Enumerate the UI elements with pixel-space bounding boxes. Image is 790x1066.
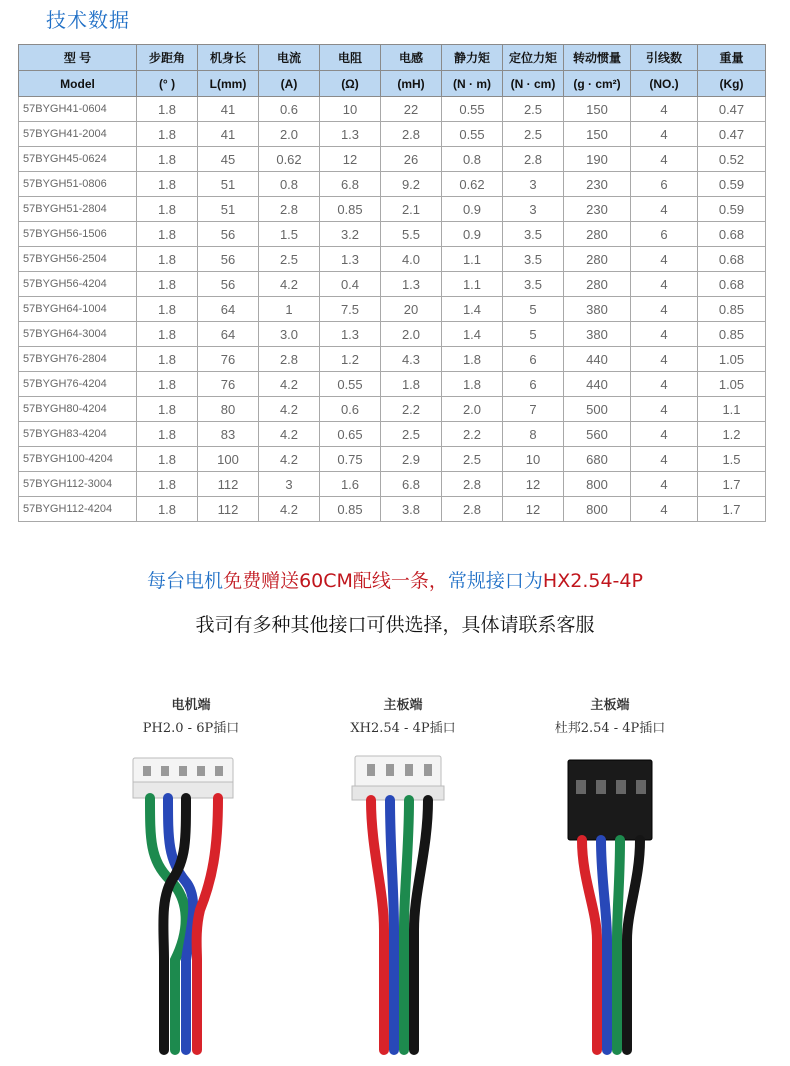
table-cell: 0.85 (320, 497, 381, 522)
table-cell: 3 (259, 472, 320, 497)
table-cell: 800 (564, 472, 631, 497)
table-cell: 5.5 (381, 222, 442, 247)
column-header-cn: 电感 (381, 45, 442, 71)
table-cell: 280 (564, 222, 631, 247)
table-cell: 500 (564, 397, 631, 422)
table-cell: 0.6 (259, 97, 320, 122)
column-header-en: (Ω) (320, 71, 381, 97)
table-cell: 2.9 (381, 447, 442, 472)
column-header-en: (Kg) (698, 71, 766, 97)
table-cell: 0.55 (442, 122, 503, 147)
model-cell: 57BYGH76-2804 (19, 347, 137, 372)
table-cell: 800 (564, 497, 631, 522)
column-header-cn: 型 号 (19, 45, 137, 71)
model-cell: 57BYGH83-4204 (19, 422, 137, 447)
table-cell: 1.3 (320, 322, 381, 347)
table-cell: 4 (631, 122, 698, 147)
table-cell: 4 (631, 397, 698, 422)
connector-spec: 杜邦2.54 - 4P插口 (554, 721, 666, 736)
table-cell: 41 (198, 122, 259, 147)
table-cell: 4 (631, 147, 698, 172)
xh-connector-icon (352, 756, 444, 800)
dupont-connector-icon (568, 760, 652, 840)
column-header-cn: 静力矩 (442, 45, 503, 71)
table-cell: 8 (503, 422, 564, 447)
table-cell: 56 (198, 247, 259, 272)
table-cell: 64 (198, 322, 259, 347)
table-cell: 380 (564, 322, 631, 347)
table-cell: 1.1 (442, 247, 503, 272)
table-cell: 10 (503, 447, 564, 472)
table-cell: 0.59 (698, 172, 766, 197)
column-header-en: (g · cm²) (564, 71, 631, 97)
column-header-cn: 定位力矩 (503, 45, 564, 71)
table-cell: 4 (631, 247, 698, 272)
table-cell: 440 (564, 372, 631, 397)
table-cell: 4 (631, 422, 698, 447)
promo-part2: 免费赠送60CM配线一条， (223, 570, 448, 592)
table-cell: 1.05 (698, 372, 766, 397)
table-cell: 1.8 (137, 447, 198, 472)
section-title: 技术数据 (46, 8, 130, 32)
column-header-en: (N · m) (442, 71, 503, 97)
table-cell: 4 (631, 372, 698, 397)
table-cell: 4.2 (259, 372, 320, 397)
table-cell: 1.8 (137, 322, 198, 347)
model-cell: 57BYGH112-4204 (19, 497, 137, 522)
column-header-cn: 重量 (698, 45, 766, 71)
table-cell: 2.5 (503, 122, 564, 147)
table-cell: 41 (198, 97, 259, 122)
xh-wires-icon (371, 800, 428, 1050)
model-cell: 57BYGH56-1506 (19, 222, 137, 247)
column-header-en: Model (19, 71, 137, 97)
table-cell: 2.8 (442, 472, 503, 497)
table-cell: 4.2 (259, 397, 320, 422)
table-cell: 2.8 (259, 347, 320, 372)
table-cell: 2.2 (442, 422, 503, 447)
table-cell: 0.62 (442, 172, 503, 197)
table-cell: 76 (198, 372, 259, 397)
table-cell: 0.6 (320, 397, 381, 422)
table-cell: 22 (381, 97, 442, 122)
table-cell: 1.8 (137, 497, 198, 522)
table-cell: 64 (198, 297, 259, 322)
table-cell: 0.8 (442, 147, 503, 172)
table-cell: 0.85 (320, 197, 381, 222)
table-cell: 12 (503, 472, 564, 497)
table-cell: 2.5 (503, 97, 564, 122)
table-cell: 440 (564, 347, 631, 372)
table-cell: 230 (564, 197, 631, 222)
table-cell: 1.3 (320, 247, 381, 272)
table-cell: 1.8 (137, 222, 198, 247)
connector-name: 主板端 (590, 698, 630, 713)
table-cell: 1.8 (137, 272, 198, 297)
connector-name: 主板端 (383, 698, 423, 713)
table-cell: 12 (503, 497, 564, 522)
table-cell: 1.8 (381, 372, 442, 397)
table-cell: 4 (631, 297, 698, 322)
table-cell: 0.65 (320, 422, 381, 447)
column-header-cn: 转动惯量 (564, 45, 631, 71)
table-cell: 1.3 (320, 122, 381, 147)
table-cell: 1.4 (442, 297, 503, 322)
promo-part1: 每台电机 (147, 570, 224, 592)
table-cell: 1.8 (137, 122, 198, 147)
table-cell: 0.62 (259, 147, 320, 172)
column-header-cn: 机身长 (198, 45, 259, 71)
table-cell: 4.2 (259, 497, 320, 522)
column-header-en: (° ) (137, 71, 198, 97)
table-cell: 3.5 (503, 272, 564, 297)
column-header-en: (A) (259, 71, 320, 97)
table-cell: 2.8 (259, 197, 320, 222)
table-cell: 0.47 (698, 97, 766, 122)
table-cell: 80 (198, 397, 259, 422)
table-cell: 2.0 (381, 322, 442, 347)
column-header-en: L(mm) (198, 71, 259, 97)
table-cell: 1.5 (698, 447, 766, 472)
table-cell: 1.8 (137, 472, 198, 497)
table-cell: 2.0 (259, 122, 320, 147)
table-cell: 3.8 (381, 497, 442, 522)
table-cell: 6 (503, 347, 564, 372)
table-cell: 1.4 (442, 322, 503, 347)
table-cell: 150 (564, 97, 631, 122)
table-cell: 45 (198, 147, 259, 172)
table-cell: 1.05 (698, 347, 766, 372)
table-cell: 6 (631, 172, 698, 197)
table-cell: 51 (198, 197, 259, 222)
table-cell: 1.2 (320, 347, 381, 372)
table-cell: 4.2 (259, 422, 320, 447)
model-cell: 57BYGH56-4204 (19, 272, 137, 297)
table-cell: 0.59 (698, 197, 766, 222)
table-cell: 7 (503, 397, 564, 422)
table-cell: 2.5 (259, 247, 320, 272)
table-cell: 4.3 (381, 347, 442, 372)
table-cell: 1.8 (137, 197, 198, 222)
table-cell: 6 (503, 372, 564, 397)
table-cell: 3.2 (320, 222, 381, 247)
table-cell: 0.9 (442, 197, 503, 222)
table-cell: 0.55 (320, 372, 381, 397)
table-cell: 5 (503, 322, 564, 347)
table-cell: 51 (198, 172, 259, 197)
ph-connector-icon (133, 758, 233, 798)
table-cell: 20 (381, 297, 442, 322)
model-cell: 57BYGH64-3004 (19, 322, 137, 347)
ph-wires-icon (150, 798, 218, 1050)
table-cell: 4 (631, 447, 698, 472)
model-cell: 57BYGH51-0806 (19, 172, 137, 197)
model-cell: 57BYGH41-0604 (19, 97, 137, 122)
table-cell: 1.8 (137, 147, 198, 172)
table-cell: 6 (631, 222, 698, 247)
table-cell: 380 (564, 297, 631, 322)
table-cell: 680 (564, 447, 631, 472)
table-cell: 0.68 (698, 247, 766, 272)
table-cell: 2.8 (442, 497, 503, 522)
model-cell: 57BYGH112-3004 (19, 472, 137, 497)
connector-spec: XH2.54 - 4P插口 (350, 721, 456, 736)
table-cell: 112 (198, 497, 259, 522)
table-cell: 2.2 (381, 397, 442, 422)
table-cell: 1.5 (259, 222, 320, 247)
table-cell: 4 (631, 347, 698, 372)
table-cell: 4 (631, 97, 698, 122)
table-cell: 1.8 (137, 172, 198, 197)
table-cell: 150 (564, 122, 631, 147)
table-cell: 2.5 (381, 422, 442, 447)
model-cell: 57BYGH45-0624 (19, 147, 137, 172)
table-cell: 2.5 (442, 447, 503, 472)
column-header-en: (mH) (381, 71, 442, 97)
table-cell: 9.2 (381, 172, 442, 197)
table-cell: 4 (631, 322, 698, 347)
table-cell: 0.8 (259, 172, 320, 197)
table-cell: 0.52 (698, 147, 766, 172)
table-cell: 100 (198, 447, 259, 472)
table-cell: 2.8 (381, 122, 442, 147)
model-cell: 57BYGH100-4204 (19, 447, 137, 472)
table-cell: 3 (503, 172, 564, 197)
table-cell: 4 (631, 497, 698, 522)
table-cell: 0.75 (320, 447, 381, 472)
column-header-en: (NO.) (631, 71, 698, 97)
table-cell: 10 (320, 97, 381, 122)
dupont-wires-icon (582, 840, 640, 1050)
table-cell: 1.8 (137, 422, 198, 447)
model-cell: 57BYGH51-2804 (19, 197, 137, 222)
model-cell: 57BYGH64-1004 (19, 297, 137, 322)
table-cell: 1.3 (381, 272, 442, 297)
column-header-cn: 电阻 (320, 45, 381, 71)
table-cell: 4 (631, 197, 698, 222)
table-cell: 280 (564, 272, 631, 297)
table-cell: 4.0 (381, 247, 442, 272)
table-cell: 112 (198, 472, 259, 497)
table-cell: 83 (198, 422, 259, 447)
table-cell: 4 (631, 272, 698, 297)
table-cell: 1.8 (137, 372, 198, 397)
table-cell: 3.0 (259, 322, 320, 347)
table-cell: 190 (564, 147, 631, 172)
table-cell: 5 (503, 297, 564, 322)
model-cell: 57BYGH56-2504 (19, 247, 137, 272)
table-cell: 1.8 (442, 347, 503, 372)
table-cell: 2.1 (381, 197, 442, 222)
connector-spec: PH2.0 - 6P插口 (142, 721, 240, 736)
column-header-cn: 电流 (259, 45, 320, 71)
table-cell: 0.68 (698, 222, 766, 247)
table-cell: 1.1 (442, 272, 503, 297)
table-cell: 2.8 (503, 147, 564, 172)
table-cell: 1.8 (137, 97, 198, 122)
table-cell: 6.8 (381, 472, 442, 497)
table-cell: 1.2 (698, 422, 766, 447)
table-cell: 1.6 (320, 472, 381, 497)
table-cell: 230 (564, 172, 631, 197)
table-cell: 12 (320, 147, 381, 172)
table-cell: 0.55 (442, 97, 503, 122)
table-cell: 0.9 (442, 222, 503, 247)
table-cell: 3 (503, 197, 564, 222)
table-cell: 26 (381, 147, 442, 172)
table-cell: 1.8 (137, 247, 198, 272)
column-header-en: (N · cm) (503, 71, 564, 97)
table-cell: 4 (631, 472, 698, 497)
promo-part4: HX2.54-4P (542, 570, 643, 592)
table-cell: 56 (198, 272, 259, 297)
table-cell: 3.5 (503, 222, 564, 247)
table-cell: 7.5 (320, 297, 381, 322)
table-cell: 0.85 (698, 297, 766, 322)
table-cell: 76 (198, 347, 259, 372)
table-cell: 6.8 (320, 172, 381, 197)
table-cell: 1.8 (442, 372, 503, 397)
model-cell: 57BYGH41-2004 (19, 122, 137, 147)
table-cell: 1 (259, 297, 320, 322)
table-cell: 3.5 (503, 247, 564, 272)
table-cell: 0.4 (320, 272, 381, 297)
column-header-cn: 引线数 (631, 45, 698, 71)
connector-name: 电机端 (171, 698, 211, 713)
table-cell: 1.7 (698, 497, 766, 522)
table-cell: 1.8 (137, 397, 198, 422)
table-cell: 4.2 (259, 272, 320, 297)
table-cell: 280 (564, 247, 631, 272)
table-cell: 560 (564, 422, 631, 447)
table-cell: 4.2 (259, 447, 320, 472)
table-cell: 0.68 (698, 272, 766, 297)
table-cell: 0.47 (698, 122, 766, 147)
table-cell: 2.0 (442, 397, 503, 422)
table-cell: 0.85 (698, 322, 766, 347)
table-cell: 1.8 (137, 347, 198, 372)
model-cell: 57BYGH80-4204 (19, 397, 137, 422)
table-cell: 56 (198, 222, 259, 247)
table-cell: 1.7 (698, 472, 766, 497)
table-cell: 1.1 (698, 397, 766, 422)
contact-line: 我司有多种其他接口可供选择，具体请联系客服 (195, 614, 595, 636)
model-cell: 57BYGH76-4204 (19, 372, 137, 397)
table-cell: 1.8 (137, 297, 198, 322)
column-header-cn: 步距角 (137, 45, 198, 71)
promo-part3: 常规接口为 (447, 570, 543, 592)
